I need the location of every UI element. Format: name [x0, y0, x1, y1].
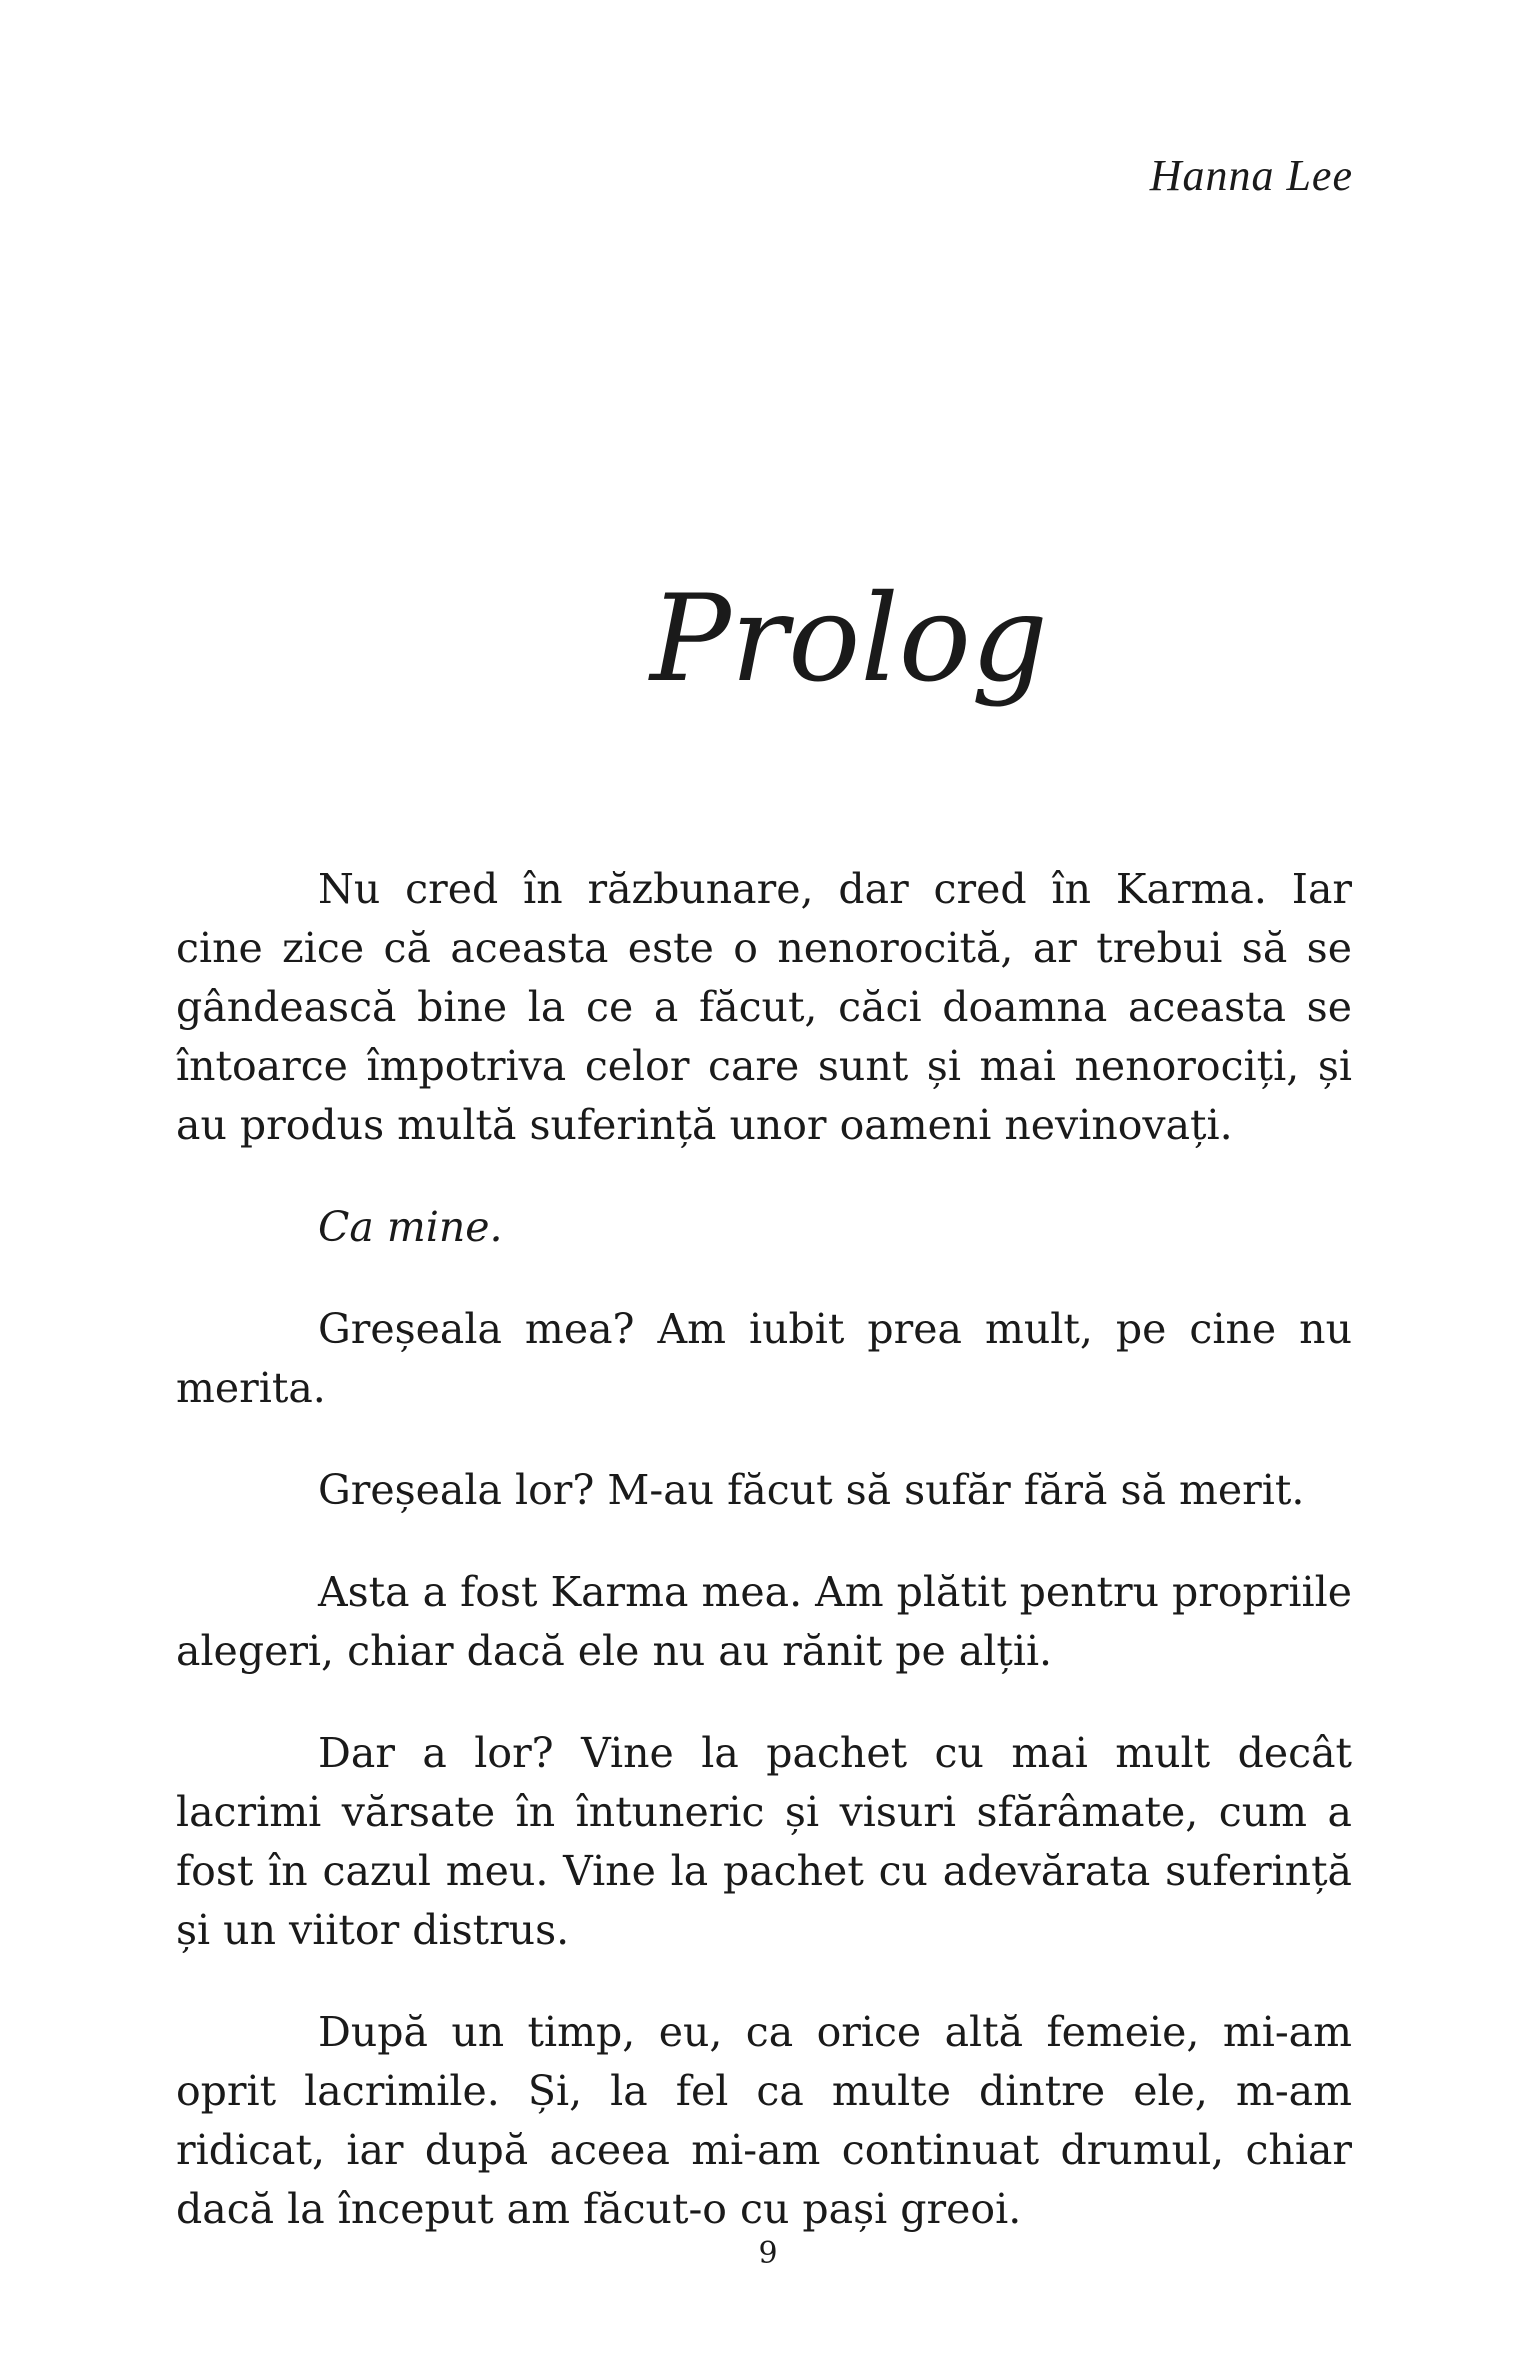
chapter-title-script	[640, 540, 1048, 740]
paragraph: Dar a lor? Vine la pachet cu mai mult decât lacrimi vărsate în întuneric și visuri sfărâmate, cum a fost în cazul meu. Vine la pachet cu adevărata suferință și un viitor distrus.	[176, 1729, 1352, 1954]
paragraph: Nu cred în răzbunare, dar cred în Karma. Iar cine zice că aceasta este o nenorocită, ar trebui să se gândească bine la ce a făcut, căci doamna aceasta se întoarce împotriva celor care sunt și mai nenorociți, și au produs multă suferință unor oameni nevinovați.	[176, 865, 1352, 1149]
chapter-title-text: Prolog	[650, 570, 1048, 709]
paragraph: După un timp, eu, ca orice altă femeie, mi-am oprit lacrimile. Și, la fel ca multe dintre ele, m-am ridicat, iar după aceea mi-am continuat drumul, chiar dacă la început am făcut-o cu pași greoi.	[176, 2008, 1352, 2233]
paragraph-italic: Ca mine.	[318, 1203, 503, 1251]
running-header-author: Hanna Lee	[1149, 151, 1353, 200]
chapter-body	[176, 860, 1352, 2282]
paragraph: Greșeala lor? M-au făcut să sufăr fără să merit.	[318, 1466, 1305, 1514]
chapter-title	[640, 540, 1048, 740]
page-number: 9	[758, 2236, 778, 2271]
paragraph: Greșeala mea? Am iubit prea mult, pe cine nu merita.	[176, 1305, 1352, 1412]
paragraph: Asta a fost Karma mea. Am plătit pentru propriile alegeri, chiar dacă ele nu au rănit pe alții.	[176, 1568, 1352, 1675]
